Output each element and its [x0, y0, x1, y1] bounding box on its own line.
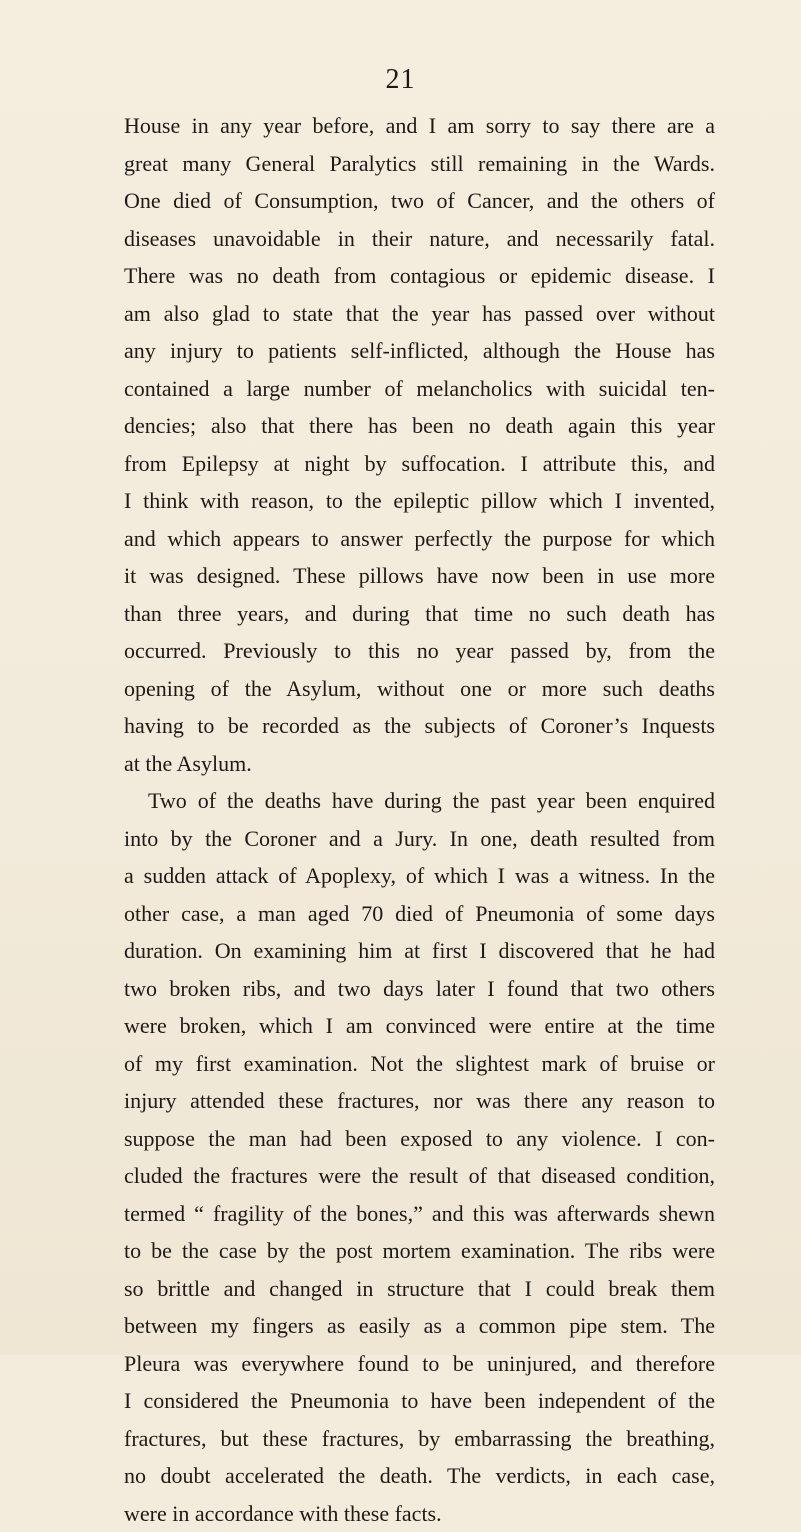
text-line: at the Asylum.	[124, 745, 715, 783]
text-line: having to be recorded as the subjects of Coroner’s Inquests	[124, 707, 715, 745]
text-line: Two of the deaths have during the past year been enquired	[124, 782, 715, 820]
text-line: other case, a man aged 70 died of Pneumonia of some days	[124, 895, 715, 933]
text-line: Pleura was everywhere found to be uninjured, and therefore	[124, 1345, 715, 1383]
text-line: from Epilepsy at night by suffocation. I attribute this, and	[124, 445, 715, 483]
text-line: duration. On examining him at first I discovered that he had	[124, 932, 715, 970]
text-line: than three years, and during that time no such death has	[124, 595, 715, 633]
text-line: occurred. Previously to this no year passed by, from the	[124, 632, 715, 670]
text-line: dencies; also that there has been no death again this year	[124, 407, 715, 445]
text-line: House in any year before, and I am sorry to say there are a	[124, 107, 715, 145]
text-line: One died of Consumption, two of Cancer, and the others of	[124, 182, 715, 220]
text-line: any injury to patients self-inflicted, although the House has	[124, 332, 715, 370]
page-number: 21	[0, 64, 801, 96]
text-line: There was no death from contagious or epidemic disease. I	[124, 257, 715, 295]
text-line: injury attended these fractures, nor was there any reason to	[124, 1082, 715, 1120]
text-line: I considered the Pneumonia to have been independent of the	[124, 1382, 715, 1420]
text-line: of my first examination. Not the slightest mark of bruise or	[124, 1045, 715, 1083]
text-line: so brittle and changed in structure that I could break them	[124, 1270, 715, 1308]
text-line: between my fingers as easily as a common pipe stem. The	[124, 1307, 715, 1345]
text-line: into by the Coroner and a Jury. In one, death resulted from	[124, 820, 715, 858]
text-line: and which appears to answer perfectly the purpose for which	[124, 520, 715, 558]
body-text	[124, 107, 715, 1532]
text-line: to be the case by the post mortem examination. The ribs were	[124, 1232, 715, 1270]
text-line: cluded the fractures were the result of that diseased condition,	[124, 1157, 715, 1195]
text-line: fractures, but these fractures, by embarrassing the breathing,	[124, 1420, 715, 1458]
text-line: am also glad to state that the year has passed over without	[124, 295, 715, 333]
text-line: it was designed. These pillows have now been in use more	[124, 557, 715, 595]
text-line: suppose the man had been exposed to any violence. I con-	[124, 1120, 715, 1158]
text-line: no doubt accelerated the death. The verdicts, in each case,	[124, 1457, 715, 1495]
text-line: great many General Paralytics still remaining in the Wards.	[124, 145, 715, 183]
text-line: were in accordance with these facts.	[124, 1495, 715, 1532]
text-line: opening of the Asylum, without one or more such deaths	[124, 670, 715, 708]
text-line: contained a large number of melancholics with suicidal ten-	[124, 370, 715, 408]
text-line: two broken ribs, and two days later I found that two others	[124, 970, 715, 1008]
text-line: a sudden attack of Apoplexy, of which I was a witness. In the	[124, 857, 715, 895]
text-line: diseases unavoidable in their nature, and necessarily fatal.	[124, 220, 715, 258]
text-line: I think with reason, to the epileptic pillow which I invented,	[124, 482, 715, 520]
text-line: were broken, which I am convinced were entire at the time	[124, 1007, 715, 1045]
text-line: termed “ fragility of the bones,” and this was afterwards shewn	[124, 1195, 715, 1233]
